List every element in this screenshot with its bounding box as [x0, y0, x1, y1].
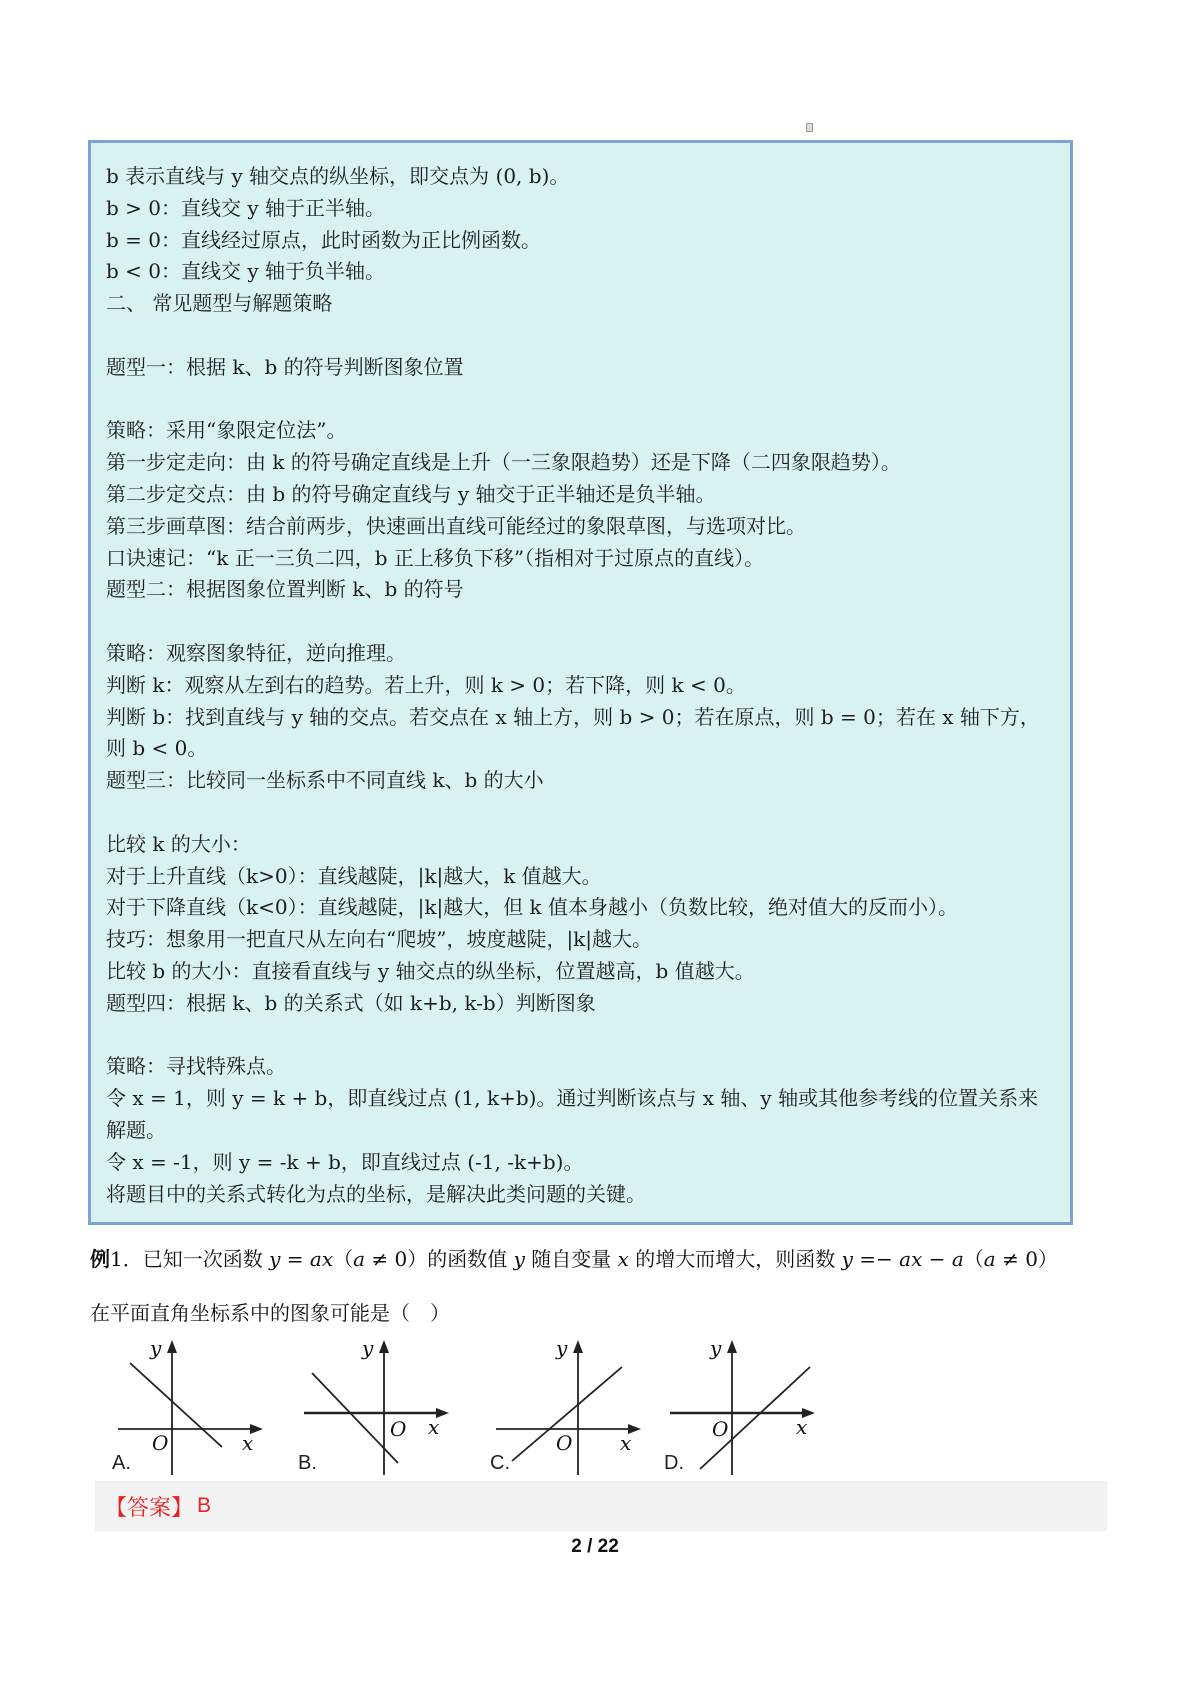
box-line: 比较 b 的大小：直接看直线与 y 轴交点的纵坐标，位置越高，b 值越大。: [106, 958, 755, 983]
text-segment: a: [951, 1247, 964, 1271]
box-line: 令 x = 1，则 y = k + b，即直线过点 (1, k+b)。通过判断该点与 x 轴、y 轴或其他参考线的位置关系来: [106, 1086, 1039, 1111]
x-axis-label: x: [428, 1415, 440, 1439]
box-line: [106, 797, 1054, 829]
text-segment: a: [983, 1247, 996, 1271]
knowledge-summary-box: [88, 140, 1073, 1225]
box-line: 对于下降直线（k<0）：直线越陡，|k|越大，但 k 值本身越小（负数比较，绝对值大的反而小）。: [106, 895, 959, 920]
box-line: 第一步定走向：由 k 的符号确定直线是上升（一三象限趋势）还是下降（二四象限趋势）。: [106, 450, 901, 475]
box-lines: [106, 161, 1054, 1210]
option-label-a: A.: [112, 1452, 131, 1474]
box-line: [106, 320, 1054, 352]
box-line: 题型一：根据 k、b 的符号判断图象位置: [106, 354, 464, 379]
text-segment: y: [513, 1247, 525, 1271]
text-segment: y: [269, 1247, 281, 1271]
graph-svg-d: [662, 1337, 837, 1475]
text-segment: （: [333, 1247, 354, 1271]
graph-option-b: [296, 1337, 481, 1475]
answer-label: 【答案】: [105, 1495, 194, 1521]
box-line: 解题。: [106, 1117, 166, 1142]
page-number: 2 / 22: [571, 1536, 619, 1557]
x-axis-label: x: [242, 1431, 254, 1455]
box-line: 技巧：想象用一把直尺从左向右“爬坡”，坡度越陡，|k|越大。: [106, 927, 653, 952]
stray-mark: [806, 123, 813, 132]
origin-label: O: [712, 1417, 729, 1441]
box-line: 判断 k：观察从左到右的趋势。若上升，则 k > 0；若下降，则 k < 0。: [106, 672, 746, 697]
text-segment: 1．已知一次函数: [110, 1247, 270, 1271]
origin-label: O: [556, 1431, 573, 1455]
box-line: [106, 1020, 1054, 1052]
box-line: 令 x = -1，则 y = -k + b，即直线过点 (-1, -k+b)。: [106, 1149, 584, 1174]
box-line: b < 0：直线交 y 轴于负半轴。: [106, 259, 386, 284]
text-segment: ax: [309, 1247, 334, 1271]
text-segment: （: [963, 1247, 984, 1271]
text-segment: =: [280, 1247, 310, 1271]
y-arrow-icon: [379, 1340, 389, 1353]
option-label-d: D.: [664, 1452, 684, 1474]
y-arrow-icon: [167, 1340, 177, 1353]
box-line: 题型二：根据图象位置判断 k、b 的符号: [106, 577, 464, 602]
box-line: 二、 常见题型与解题策略: [106, 291, 333, 316]
box-line: 题型四：根据 k、b 的关系式（如 k+b, k-b）判断图象: [106, 990, 596, 1015]
box-line: 策略：寻找特殊点。: [106, 1054, 286, 1079]
x-axis-label: x: [796, 1415, 808, 1439]
graph-option-c: [488, 1337, 673, 1475]
function-line: [312, 1373, 398, 1463]
origin-label: O: [390, 1417, 407, 1441]
function-line: [130, 1363, 222, 1447]
x-axis-label: x: [620, 1431, 632, 1455]
example-problem-line-1: [90, 1243, 1105, 1272]
box-line: 题型三：比较同一坐标系中不同直线 k、b 的大小: [106, 768, 544, 793]
box-line: 将题目中的关系式转化为点的坐标，是解决此类问题的关键。: [106, 1181, 646, 1206]
box-line: 第二步定交点：由 b 的符号确定直线与 y 轴交于正半轴还是负半轴。: [106, 481, 716, 506]
text-segment: 的增大而增大，则函数: [628, 1247, 842, 1271]
box-line: [106, 606, 1054, 638]
example-problem-line-2: 在平面直角坐标系中的图象可能是（ ）: [90, 1301, 450, 1325]
option-label-c: C.: [490, 1452, 510, 1474]
box-line: b > 0：直线交 y 轴于正半轴。: [106, 195, 386, 220]
box-line: 判断 b：找到直线与 y 轴的交点。若交点在 x 轴上方，则 b > 0；若在原点，则 b = 0；若在 x 轴下方，: [106, 704, 1040, 729]
text-segment: ≠ 0）的函数值: [365, 1247, 514, 1271]
box-line: 口诀速记：“k 正一三负二四，b 正上移负下移”（指相对于过原点的直线）。: [106, 545, 765, 570]
text-segment: 随自变量: [524, 1247, 618, 1271]
y-arrow-icon: [573, 1340, 583, 1353]
box-line: 比较 k 的大小：: [106, 831, 251, 856]
graph-svg-b: [296, 1337, 471, 1475]
text-segment: 例: [90, 1249, 110, 1271]
text-segment: x: [617, 1247, 629, 1271]
y-axis-label: y: [150, 1337, 162, 1360]
graph-option-d: [662, 1337, 847, 1475]
y-axis-label: y: [556, 1337, 568, 1360]
y-axis-label: y: [362, 1337, 374, 1360]
text-segment: a: [353, 1247, 366, 1271]
graph-svg-c: [488, 1337, 663, 1475]
graph-svg-a: [110, 1337, 285, 1475]
option-label-b: B.: [298, 1452, 317, 1474]
answer-bar: [95, 1481, 1107, 1531]
box-line: 对于上升直线（k>0）：直线越陡，|k|越大，k 值越大。: [106, 863, 602, 888]
box-line: 策略：采用“象限定位法”。: [106, 418, 347, 443]
answer-value: B: [197, 1494, 212, 1517]
text-segment: y: [841, 1247, 853, 1271]
y-axis-label: y: [710, 1337, 722, 1360]
text-segment: ax: [899, 1247, 923, 1271]
box-line: b = 0：直线经过原点，此时函数为正比例函数。: [106, 227, 541, 252]
graph-option-a: [110, 1337, 295, 1475]
text-segment: −: [922, 1247, 952, 1271]
text-segment: ≠ 0）: [995, 1247, 1058, 1271]
box-line: [106, 384, 1054, 416]
box-line: 策略：观察图象特征，逆向推理。: [106, 640, 406, 665]
y-arrow-icon: [727, 1340, 737, 1353]
origin-label: O: [152, 1431, 169, 1455]
box-line: 则 b < 0。: [106, 736, 208, 761]
box-line: 第三步画草图：结合前两步，快速画出直线可能经过的象限草图，与选项对比。: [106, 513, 806, 538]
box-line: b 表示直线与 y 轴交点的纵坐标，即交点为 (0, b)。: [106, 164, 570, 188]
text-segment: =−: [852, 1247, 900, 1271]
